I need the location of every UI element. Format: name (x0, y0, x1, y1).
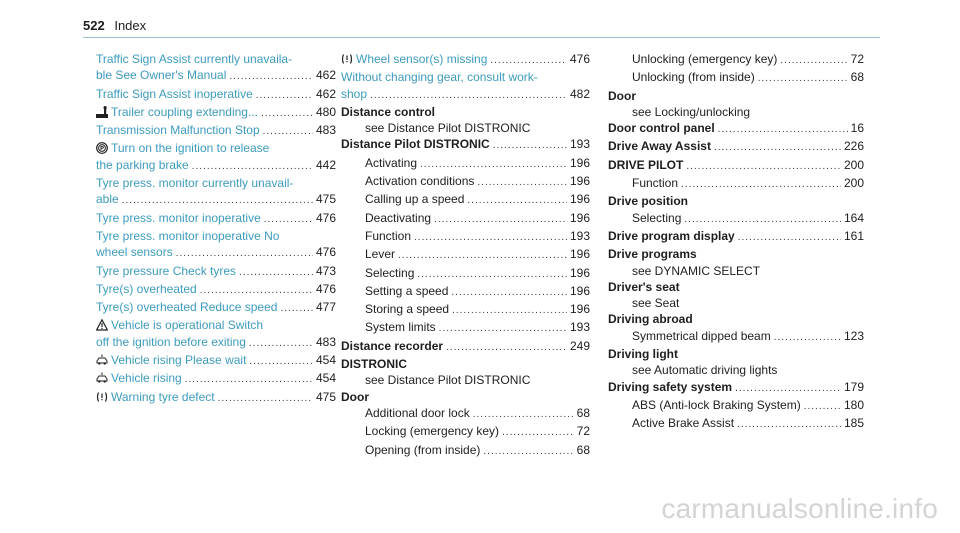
index-entry-label: see Automatic driving lights (632, 363, 778, 378)
page-reference[interactable]: 72 (576, 424, 590, 439)
dot-leader (263, 124, 313, 140)
dot-leader (681, 177, 841, 193)
dot-leader (718, 122, 848, 138)
index-entry[interactable] (96, 352, 336, 370)
index-entry-text (608, 157, 683, 173)
index-entry (608, 246, 864, 262)
index-entry-text (365, 423, 499, 439)
index-entry-label: Distance recorder (341, 338, 444, 353)
dot-leader (493, 138, 567, 154)
index-entry[interactable] (96, 157, 336, 175)
index-entry[interactable] (96, 228, 336, 244)
index-entry (608, 175, 864, 193)
index-entry (608, 120, 864, 138)
dot-leader (490, 53, 567, 69)
dot-leader (185, 372, 313, 388)
index-entry (341, 155, 590, 173)
page-reference[interactable]: 68 (576, 442, 590, 457)
index-entry-text (341, 86, 367, 102)
parking-brake-icon (96, 142, 108, 154)
index-entry-text (365, 173, 474, 189)
index-entry[interactable] (96, 317, 336, 333)
index-entry-text (96, 317, 263, 333)
page-reference[interactable]: 200 (843, 176, 864, 191)
index-entry-label: Opening (from inside) (365, 442, 481, 457)
index-entry-label: Vehicle rising (111, 371, 182, 386)
dot-leader (735, 381, 841, 397)
index-entry-text (96, 104, 258, 120)
index-entry (608, 279, 864, 295)
index-entry (341, 319, 590, 337)
page-number: 522 (83, 18, 105, 33)
index-entry (608, 69, 864, 87)
index-entry[interactable] (96, 244, 336, 262)
page-reference[interactable]: 476 (315, 281, 336, 296)
page-reference[interactable]: 193 (569, 228, 590, 243)
index-entry-text (365, 228, 411, 244)
page-reference[interactable]: 196 (569, 155, 590, 170)
index-entry-label: see Seat (632, 296, 680, 311)
index-entry-text (608, 193, 688, 209)
index-entry-text (365, 405, 470, 421)
index-column-2 (341, 51, 590, 460)
index-entry-label: Door (341, 389, 369, 404)
page-reference[interactable]: 68 (850, 70, 864, 85)
index-entry-text (96, 281, 197, 297)
page-reference[interactable]: 180 (843, 397, 864, 412)
index-entry (608, 51, 864, 69)
index-entry (341, 136, 590, 154)
index-entry-label: Storing a speed (365, 302, 450, 317)
index-entry[interactable] (96, 263, 336, 281)
page-reference[interactable]: 476 (315, 210, 336, 225)
page-reference[interactable]: 442 (315, 157, 336, 172)
dot-leader (280, 301, 313, 317)
page-reference[interactable]: 72 (850, 52, 864, 66)
page-reference[interactable]: 68 (576, 405, 590, 420)
index-entry[interactable] (341, 86, 590, 104)
index-entry-text (96, 67, 226, 83)
index-entry-label: Traffic Sign Assist inoperative (96, 86, 253, 101)
index-entry (608, 210, 864, 228)
index-entry-label: Door (608, 88, 636, 103)
page-reference[interactable]: 454 (315, 353, 336, 368)
page-reference[interactable]: 16 (850, 121, 864, 136)
dot-leader (738, 230, 841, 246)
index-entry (608, 193, 864, 209)
index-entry-label: Without changing gear, consult work- (341, 70, 538, 85)
dot-leader (249, 336, 313, 352)
index-entry-label: see Distance Pilot DISTRONIC (365, 373, 531, 388)
index-entry-text (365, 301, 449, 317)
index-entry[interactable] (341, 69, 590, 85)
index-entry-label: Drive position (608, 194, 689, 209)
dot-leader (264, 212, 313, 228)
index-entry-text (341, 51, 487, 67)
index-entry-text (341, 338, 443, 354)
dot-leader (439, 321, 567, 337)
index-entry-label: ABS (Anti-lock Braking System) (632, 397, 801, 412)
dot-leader (452, 303, 567, 319)
index-entry-text (608, 228, 735, 244)
dot-leader (686, 159, 841, 175)
index-entry (341, 265, 590, 283)
index-entry-label: Driving abroad (608, 312, 693, 327)
index-entry-label: shop (341, 86, 368, 101)
index-entry-label: DRIVE PILOT (608, 157, 684, 172)
index-entry-label: Vehicle is operational Switch (111, 318, 264, 333)
dot-leader (804, 399, 841, 415)
index-entry-text (96, 86, 253, 102)
index-entry-label: Drive program display (608, 228, 735, 243)
index-entry-label: see DYNAMIC SELECT (632, 263, 761, 278)
index-entry-text (608, 246, 697, 262)
index-entry-text (632, 397, 801, 413)
index-entry-text (365, 372, 530, 388)
page-reference[interactable]: 249 (569, 338, 590, 353)
dot-leader (737, 417, 841, 433)
page-reference[interactable]: 226 (843, 139, 864, 154)
index-entry-text (341, 104, 435, 120)
dot-leader (434, 212, 567, 228)
dot-leader (714, 140, 841, 156)
index-entry-label: ble See Owner's Manual (96, 68, 227, 83)
index-entry-text (365, 155, 417, 171)
dot-leader (451, 285, 567, 301)
index-entry-label: Vehicle rising Please wait (111, 353, 247, 368)
index-entry-text (341, 136, 490, 152)
index-entry-label: Drive programs (608, 247, 697, 262)
dot-leader (467, 193, 567, 209)
index-entry[interactable] (96, 299, 336, 317)
index-entry-label: Selecting (365, 265, 415, 280)
page-reference[interactable]: 483 (315, 334, 336, 349)
index-entry (608, 415, 864, 433)
index-entry-text (365, 265, 414, 281)
index-entry (608, 138, 864, 156)
dot-leader (417, 267, 567, 283)
dot-leader (774, 330, 841, 346)
page-reference[interactable]: 196 (569, 247, 590, 262)
index-entry-label: Drive Away Assist (608, 139, 711, 154)
index-entry-label: Setting a speed (365, 283, 449, 298)
index-entry[interactable] (96, 389, 336, 407)
index-entry[interactable] (96, 51, 336, 67)
index-entry (341, 173, 590, 191)
index-entry (608, 104, 864, 120)
index-entry-label: Door control panel (608, 121, 715, 136)
index-column-3 (608, 51, 864, 434)
index-entry-label: Warning tyre defect (111, 389, 215, 404)
index-entry (341, 423, 590, 441)
index-entry[interactable] (96, 86, 336, 104)
dot-leader (398, 248, 567, 264)
page-reference[interactable]: 480 (315, 104, 336, 119)
header-rule (83, 37, 880, 38)
index-entry-text (365, 120, 530, 136)
dot-leader (758, 71, 848, 87)
index-entry-text (96, 244, 173, 260)
page-reference[interactable]: 123 (843, 328, 864, 343)
index-entry-label: Distance control (341, 104, 436, 119)
index-entry (608, 295, 864, 311)
index-column-1 (96, 51, 336, 407)
index-entry-label: wheel sensors (96, 245, 173, 260)
index-entry (341, 442, 590, 460)
dot-leader (229, 69, 313, 85)
index-entry[interactable] (96, 175, 336, 191)
index-entry-text (632, 263, 760, 279)
index-entry-text (632, 175, 678, 191)
page-reference[interactable]: 483 (315, 123, 336, 138)
index-entry-text (365, 191, 464, 207)
page-reference[interactable]: 196 (569, 302, 590, 317)
index-entry[interactable] (96, 210, 336, 228)
index-entry[interactable] (96, 122, 336, 140)
index-entry-label: Locking (emergency key) (365, 424, 500, 439)
page-reference[interactable]: 196 (569, 192, 590, 207)
index-entry (341, 246, 590, 264)
index-entry-label: Tyre press. monitor currently unavail- (96, 176, 294, 191)
dot-leader (239, 265, 313, 281)
index-entry (608, 228, 864, 246)
index-entry-text (608, 279, 680, 295)
index-entry-text (365, 442, 480, 458)
index-entry (608, 379, 864, 397)
index-entry-label: Deactivating (365, 210, 432, 225)
index-entry (608, 328, 864, 346)
index-entry-label: Distance Pilot DISTRONIC (341, 137, 490, 152)
page-reference[interactable]: 200 (843, 157, 864, 172)
page-reference[interactable]: 462 (315, 68, 336, 83)
index-entry-label: see Distance Pilot DISTRONIC (365, 121, 531, 136)
index-entry-text (96, 389, 215, 405)
svg-text:P: P (99, 146, 105, 153)
index-entry-label: Wheel sensor(s) missing (356, 52, 488, 66)
warning-triangle-icon (96, 319, 108, 331)
index-entry-label: Activation conditions (365, 174, 475, 189)
index-entry-label: off the ignition before exiting (96, 334, 246, 349)
dot-leader (256, 88, 313, 104)
index-entry-text (608, 311, 693, 327)
page-reference[interactable]: 196 (569, 283, 590, 298)
dot-leader (414, 230, 567, 246)
index-entry-label: see Locking/unlocking (632, 104, 751, 119)
index-entry-label: Driver's seat (608, 279, 680, 294)
dot-leader (483, 444, 573, 460)
index-entry-label: Tyre press. monitor inoperative No (96, 228, 280, 243)
index-entry-text (96, 370, 182, 386)
dot-leader (122, 193, 313, 209)
index-entry-label: Tyre pressure Check tyres (96, 263, 237, 278)
index-entry-text (608, 120, 715, 136)
index-entry (341, 405, 590, 423)
page-reference[interactable]: 454 (315, 371, 336, 386)
index-entry (608, 362, 864, 378)
index-entry-label: Symmetrical dipped beam (632, 328, 771, 343)
index-entry (341, 210, 590, 228)
page-header (83, 18, 146, 33)
page-reference[interactable]: 475 (315, 192, 336, 207)
index-entry-text (365, 283, 448, 299)
index-entry (608, 311, 864, 327)
index-entry-text (96, 228, 279, 244)
index-entry-text (632, 328, 771, 344)
index-entry-label: Additional door lock (365, 405, 470, 420)
index-entry[interactable] (96, 281, 336, 299)
index-entry-text (632, 69, 755, 85)
index-entry-label: Traffic Sign Assist currently unavaila- (96, 52, 293, 66)
index-entry-text (632, 210, 681, 226)
index-entry-label: DISTRONIC (341, 357, 407, 372)
dot-leader (502, 425, 574, 441)
page-reference[interactable]: 473 (315, 263, 336, 278)
index-entry-label: Driving light (608, 347, 678, 362)
index-entry (341, 228, 590, 246)
index-entry[interactable] (341, 51, 590, 69)
index-entry-label: Unlocking (emergency key) (632, 52, 778, 66)
index-entry (608, 346, 864, 362)
index-entry-label: Selecting (632, 210, 682, 225)
trailer-coupling-icon (96, 106, 108, 118)
index-entry (341, 338, 590, 356)
page-reference[interactable]: 164 (843, 210, 864, 225)
index-entry (341, 389, 590, 405)
page-title: Index (114, 18, 147, 33)
page-reference[interactable]: 193 (569, 137, 590, 152)
page-reference[interactable]: 196 (569, 265, 590, 280)
index-entry (341, 104, 590, 120)
index-entry-label: Lever (365, 247, 396, 262)
index-entry-text (341, 69, 538, 85)
index-entry-label: Calling up a speed (365, 192, 465, 207)
index-entry-label: System limits (365, 320, 436, 335)
index-entry-label: Trailer coupling extending... (111, 104, 258, 119)
page-reference[interactable]: 477 (315, 300, 336, 315)
tyre-pressure-icon (96, 391, 108, 403)
index-entry-label: Driving safety system (608, 379, 733, 394)
index-entry (341, 191, 590, 209)
dot-leader (420, 157, 567, 173)
index-entry-text (341, 389, 369, 405)
index-entry (608, 88, 864, 104)
index-entry-label: Tyre(s) overheated Reduce speed (96, 300, 278, 315)
page-reference[interactable]: 196 (569, 174, 590, 189)
page-reference[interactable]: 475 (315, 389, 336, 404)
index-entry-text (632, 104, 750, 120)
page-reference[interactable]: 193 (569, 320, 590, 335)
index-entry[interactable] (96, 334, 336, 352)
index-entry[interactable] (96, 191, 336, 209)
dot-leader (473, 407, 574, 423)
index-entry-text (365, 246, 395, 262)
page-reference[interactable]: 161 (843, 228, 864, 243)
page-reference[interactable]: 476 (315, 245, 336, 260)
index-entry-text (96, 157, 189, 173)
index-entry-text (96, 191, 119, 207)
index-entry-label: Active Brake Assist (632, 416, 735, 431)
index-entry-text (96, 51, 292, 67)
index-entry[interactable] (96, 370, 336, 388)
index-entry-text (96, 210, 261, 226)
dot-leader (192, 159, 313, 175)
index-entry-label: Turn on the ignition to release (111, 141, 270, 156)
index-entry-label: the parking brake (96, 157, 189, 172)
dot-leader (249, 354, 313, 370)
index-entry-text (608, 379, 732, 395)
index-entry-text (632, 51, 777, 67)
index-entry-text (608, 88, 636, 104)
index-entry-label: Tyre(s) overheated (96, 281, 197, 296)
index-entry (608, 263, 864, 279)
index-entry-text (96, 263, 236, 279)
index-entry-text (608, 138, 711, 154)
index-entry-text (96, 140, 269, 156)
index-entry (341, 372, 590, 388)
page-reference[interactable]: 462 (315, 86, 336, 101)
index-entry-text (632, 415, 734, 431)
index-entry (608, 157, 864, 175)
watermark: carmanualsonline.info (661, 493, 938, 524)
dot-leader (218, 391, 313, 407)
index-entry-label: Unlocking (from inside) (632, 70, 755, 85)
vehicle-level-icon (96, 354, 108, 366)
dot-leader (446, 340, 567, 356)
index-entry-text (608, 346, 678, 362)
dot-leader (200, 283, 313, 299)
index-entry-text (341, 356, 407, 372)
dot-leader (477, 175, 567, 191)
index-entry-label: Function (365, 228, 412, 243)
dot-leader (370, 88, 567, 104)
index-entry[interactable] (96, 67, 336, 85)
page-reference[interactable]: 185 (843, 416, 864, 431)
index-entry (608, 397, 864, 415)
page-reference[interactable]: 196 (569, 210, 590, 225)
index-entry-label: Transmission Malfunction Stop (96, 123, 260, 138)
page-reference[interactable]: 482 (569, 86, 590, 101)
page-reference[interactable]: 476 (569, 52, 590, 66)
index-entry (341, 283, 590, 301)
index-entry-text (96, 175, 293, 191)
dot-leader (261, 106, 313, 122)
index-entry-label: Activating (365, 155, 418, 170)
index-entry[interactable] (96, 104, 336, 122)
dot-leader (176, 246, 313, 262)
index-entry-text (632, 295, 679, 311)
index-entry-text (96, 334, 246, 350)
index-entry (341, 356, 590, 372)
index-entry (341, 301, 590, 319)
dot-leader (780, 53, 847, 69)
index-entry-text (632, 362, 777, 378)
index-entry-label: Tyre press. monitor inoperative (96, 210, 261, 225)
dot-leader (684, 212, 841, 228)
index-entry-text (365, 319, 436, 335)
index-entry-text (96, 352, 246, 368)
index-entry-label: able (96, 192, 119, 207)
index-entry-text (96, 299, 277, 315)
index-entry-text (96, 122, 260, 138)
page-reference[interactable]: 179 (843, 379, 864, 394)
index-entry (341, 120, 590, 136)
index-entry-text (365, 210, 431, 226)
index-entry-label: Function (632, 176, 679, 191)
vehicle-level-icon (96, 372, 108, 384)
index-entry[interactable] (96, 140, 336, 156)
tyre-pressure-icon (341, 53, 353, 65)
